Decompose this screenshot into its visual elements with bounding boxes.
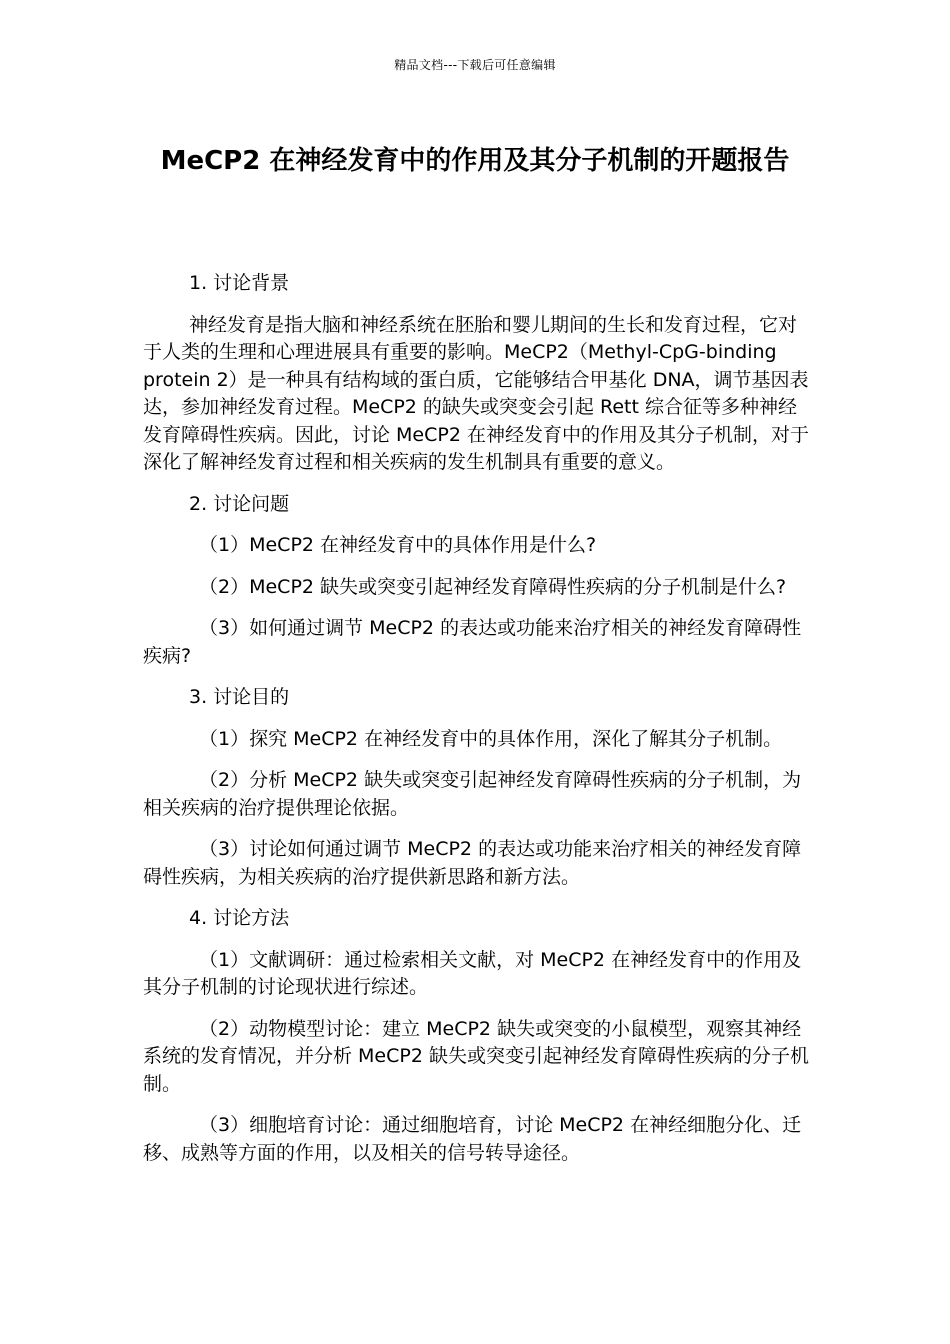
page-header: 精品文档---下载后可任意编辑 [394,58,556,72]
method-item-3: （3）细胞培育讨论：通过细胞培育，讨论 MeCP2 在神经细胞分化、迁移、成熟等方面的作用，以及相关的信号转导途径。 [143,1114,802,1164]
question-item-3: （3）如何通过调节 MeCP2 的表达或功能来治疗相关的神经发育障碍性疾病? [143,617,802,667]
background-paragraph: 神经发育是指大脑和神经系统在胚胎和婴儿期间的生长和发育过程，它对于人类的生理和心理进展具有重要的影响。MeCP2（Methyl-CpG-binding protein 2）是一种具有结构域的蛋白质，它能够结合甲基化 DNA，调节基因表达，参加神经发育过程。MeCP2 的缺失或突变会引起 Rett 综合征等多种神经发育障碍性疾病。因此，讨论 MeCP2 在神经发育中的作用及其分子机制，对于深化了解神经发育过程和相关疾病的发生机制具有重要的意义。 [143,313,809,473]
question-item-1: （1）MeCP2 在神经发育中的具体作用是什么? [199,534,597,556]
objective-item-3: （3）讨论如何通过调节 MeCP2 的表达或功能来治疗相关的神经发育障碍性疾病，为相关疾病的治疗提供新思路和新方法。 [143,838,802,888]
method-item-2: （2）动物模型讨论：建立 MeCP2 缺失或突变的小鼠模型，观察其神经系统的发育情况，并分析 MeCP2 缺失或突变引起神经发育障碍性疾病的分子机制。 [143,1017,809,1095]
objective-item-1: （1）探究 MeCP2 在神经发育中的具体作用，深化了解其分子机制。 [199,727,783,750]
method-item-1: （1）文献调研：通过检索相关文献，对 MeCP2 在神经发育中的作用及其分子机制的讨论现状进行综述。 [143,948,802,998]
objective-item-2: （2）分析 MeCP2 缺失或突变引起神经发育障碍性疾病的分子机制，为相关疾病的治疗提供理论依据。 [143,769,802,819]
question-item-2: （2）MeCP2 缺失或突变引起神经发育障碍性疾病的分子机制是什么? [199,575,787,598]
section-heading-objectives: 3. 讨论目的 [189,686,290,708]
document-body [143,270,813,1181]
section-heading-methods: 4. 讨论方法 [189,907,290,929]
section-heading-questions: 2. 讨论问题 [189,492,290,515]
document-title: MeCP2 在神经发育中的作用及其分子机制的开题报告 [160,146,790,176]
section-heading-background: 1. 讨论背景 [189,272,290,294]
